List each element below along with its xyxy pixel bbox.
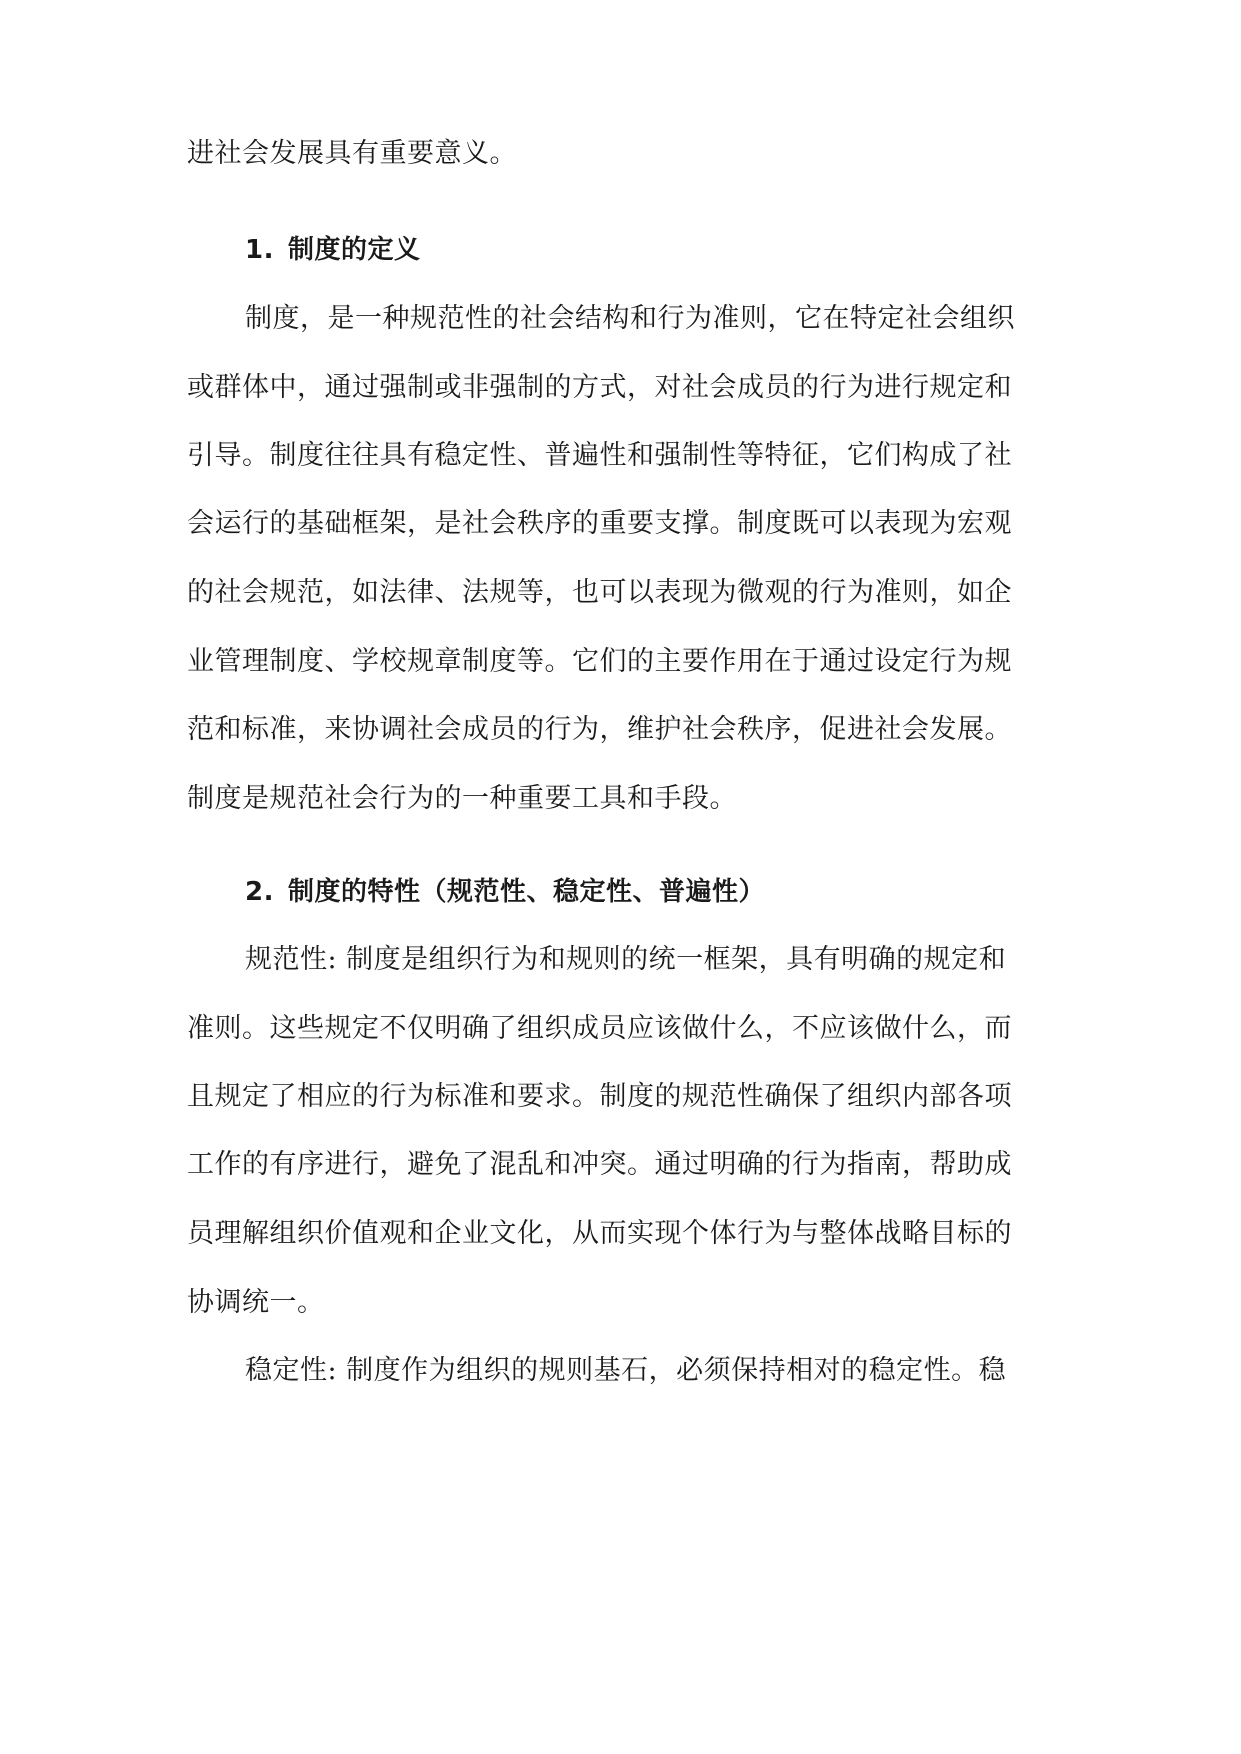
paragraph-line: 稳定性: 制度作为组织的规则基石，必须保持相对的稳定性。稳 xyxy=(245,1355,1007,1386)
paragraph-line: 引导。制度往往具有稳定性、普遍性和强制性等特征，它们构成了社 xyxy=(187,440,1012,471)
paragraph-line: 且规定了相应的行为标准和要求。制度的规范性确保了组织内部各项 xyxy=(187,1081,1012,1112)
section-number: 1. xyxy=(245,235,274,265)
paragraph-line: 业管理制度、学校规章制度等。它们的主要作用在于通过设定行为规 xyxy=(187,646,1012,677)
paragraph-line: 的社会规范，如法律、法规等，也可以表现为微观的行为准则，如企 xyxy=(187,577,1012,608)
section-number: 2. xyxy=(245,877,274,907)
intro-line: 进社会发展具有重要意义。 xyxy=(187,138,517,169)
paragraph-line: 工作的有序进行，避免了混乱和冲突。通过明确的行为指南，帮助成 xyxy=(187,1149,1012,1180)
paragraph-line: 或群体中，通过强制或非强制的方式，对社会成员的行为进行规定和 xyxy=(187,372,1012,403)
section-title: 制度的特性（规范性、稳定性、普遍性） xyxy=(287,877,765,907)
paragraph-line: 制度，是一种规范性的社会结构和行为准则，它在特定社会组织 xyxy=(245,303,1015,334)
section-heading-1 xyxy=(245,230,1115,270)
paragraph-line: 规范性: 制度是组织行为和规则的统一框架，具有明确的规定和 xyxy=(245,944,1007,975)
paragraph-line: 协调统一。 xyxy=(187,1287,325,1318)
paragraph-line: 会运行的基础框架，是社会秩序的重要支撑。制度既可以表现为宏观 xyxy=(187,508,1012,539)
paragraph-line: 制度是规范社会行为的一种重要工具和手段。 xyxy=(187,783,737,814)
paragraph-line: 准则。这些规定不仅明确了组织成员应该做什么，不应该做什么，而 xyxy=(187,1013,1012,1044)
paragraph-line: 员理解组织价值观和企业文化，从而实现个体行为与整体战略目标的 xyxy=(187,1218,1012,1249)
section-title: 制度的定义 xyxy=(287,235,421,265)
section-heading-2 xyxy=(245,872,1115,912)
paragraph-line: 范和标准，来协调社会成员的行为，维护社会秩序，促进社会发展。 xyxy=(187,714,1012,745)
